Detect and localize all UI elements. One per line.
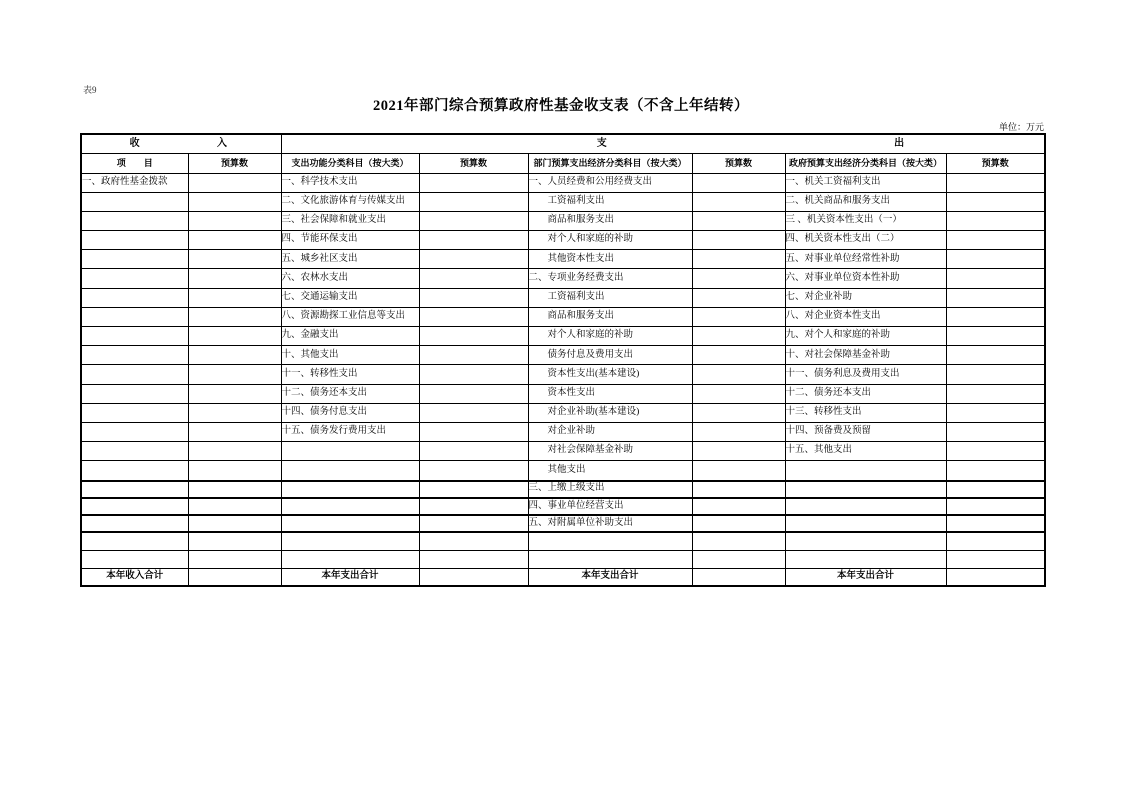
income-item-cell (81, 365, 188, 384)
gov-econ-budget-cell (946, 250, 1045, 269)
total-expenditure-value-1 (419, 569, 528, 586)
dept-econ-item-cell (528, 532, 692, 550)
income-item-cell (81, 461, 188, 481)
dept-econ-budget-cell (692, 550, 785, 568)
dept-econ-item-cell: 商品和服务支出 (528, 307, 692, 326)
income-budget-cell (188, 532, 281, 550)
function-item-cell (281, 481, 419, 498)
total-expenditure-value-3 (946, 569, 1045, 586)
budget-table (80, 133, 1046, 587)
function-item-cell (281, 550, 419, 568)
gov-econ-budget-cell (946, 269, 1045, 288)
gov-econ-item-cell: 十、对社会保障基金补助 (785, 346, 946, 365)
function-item-cell: 十二、债务还本支出 (281, 384, 419, 403)
gov-econ-budget-cell (946, 327, 1045, 346)
function-budget-cell (419, 307, 528, 326)
income-item-cell (81, 192, 188, 211)
income-item-cell: 一、政府性基金拨款 (81, 173, 188, 192)
gov-econ-budget-cell (946, 384, 1045, 403)
dept-econ-item-cell: 三、上缴上级支出 (528, 481, 692, 498)
gov-econ-budget-cell (946, 532, 1045, 550)
table-row (81, 384, 1045, 403)
income-budget-cell (188, 211, 281, 230)
gov-econ-budget-cell (946, 288, 1045, 307)
unit-note: 单位：万元 (998, 122, 1044, 132)
col-header-function-class: 支出功能分类科目（按大类） (281, 153, 419, 173)
dept-econ-item-cell: 一、人员经费和公用经费支出 (528, 173, 692, 192)
income-budget-cell (188, 231, 281, 250)
dept-econ-budget-cell (692, 250, 785, 269)
gov-econ-budget-cell (946, 307, 1045, 326)
dept-econ-item-cell: 工资福利支出 (528, 192, 692, 211)
dept-econ-item-cell: 对个人和家庭的补助 (528, 327, 692, 346)
dept-econ-item-cell: 四、事业单位经营支出 (528, 498, 692, 515)
dept-econ-item-cell: 债务付息及费用支出 (528, 346, 692, 365)
function-budget-cell (419, 422, 528, 441)
function-budget-cell (419, 532, 528, 550)
income-budget-cell (188, 422, 281, 441)
function-budget-cell (419, 231, 528, 250)
table-row (81, 250, 1045, 269)
table-row (81, 515, 1045, 532)
income-budget-cell (188, 498, 281, 515)
gov-econ-budget-cell (946, 498, 1045, 515)
col-header-income-budget: 预算数 (188, 153, 281, 173)
gov-econ-item-cell: 九、对个人和家庭的补助 (785, 327, 946, 346)
function-item-cell (281, 498, 419, 515)
sheet-number-label: 表9 (83, 85, 97, 95)
income-item-cell (81, 288, 188, 307)
total-expenditure-value-2 (692, 569, 785, 586)
income-budget-cell (188, 461, 281, 481)
income-item-cell (81, 231, 188, 250)
function-item-cell: 八、资源勘探工业信息等支出 (281, 307, 419, 326)
function-item-cell (281, 532, 419, 550)
gov-econ-budget-cell (946, 461, 1045, 481)
function-item-cell (281, 515, 419, 532)
dept-econ-budget-cell (692, 327, 785, 346)
income-item-cell (81, 515, 188, 532)
function-budget-cell (419, 346, 528, 365)
gov-econ-budget-cell (946, 515, 1045, 532)
dept-econ-item-cell: 对社会保障基金补助 (528, 442, 692, 461)
table-row (81, 346, 1045, 365)
total-income-value (188, 569, 281, 586)
dept-econ-item-cell: 其他资本性支出 (528, 250, 692, 269)
function-budget-cell (419, 550, 528, 568)
income-item-cell (81, 250, 188, 269)
function-budget-cell (419, 442, 528, 461)
table-row (81, 288, 1045, 307)
gov-econ-item-cell: 六、对事业单位资本性补助 (785, 269, 946, 288)
table-row (81, 192, 1045, 211)
income-item-cell (81, 422, 188, 441)
col-header-function-budget: 预算数 (419, 153, 528, 173)
table-row (81, 532, 1045, 550)
dept-econ-budget-cell (692, 231, 785, 250)
income-budget-cell (188, 346, 281, 365)
function-item-cell: 十、其他支出 (281, 346, 419, 365)
dept-econ-budget-cell (692, 403, 785, 422)
gov-econ-budget-cell (946, 403, 1045, 422)
function-budget-cell (419, 481, 528, 498)
function-budget-cell (419, 327, 528, 346)
table-row (81, 211, 1045, 230)
gov-econ-item-cell: 十一、债务利息及费用支出 (785, 365, 946, 384)
gov-econ-budget-cell (946, 422, 1045, 441)
section-header-row (81, 134, 1045, 153)
function-budget-cell (419, 173, 528, 192)
income-item-cell (81, 498, 188, 515)
gov-econ-budget-cell (946, 231, 1045, 250)
function-budget-cell (419, 288, 528, 307)
expenditure-header-char-2: 出 (894, 137, 905, 149)
income-item-cell (81, 403, 188, 422)
table-row (81, 307, 1045, 326)
function-budget-cell (419, 365, 528, 384)
dept-econ-budget-cell (692, 211, 785, 230)
income-budget-cell (188, 481, 281, 498)
table-row (81, 365, 1045, 384)
dept-econ-budget-cell (692, 173, 785, 192)
gov-econ-item-cell: 十二、债务还本支出 (785, 384, 946, 403)
function-item-cell: 五、城乡社区支出 (281, 250, 419, 269)
dept-econ-budget-cell (692, 269, 785, 288)
dept-econ-item-cell: 商品和服务支出 (528, 211, 692, 230)
total-expenditure-label-1: 本年支出合计 (281, 569, 419, 586)
income-budget-cell (188, 250, 281, 269)
function-item-cell: 三、社会保障和就业支出 (281, 211, 419, 230)
total-expenditure-label-2: 本年支出合计 (528, 569, 692, 586)
function-item-cell: 九、金融支出 (281, 327, 419, 346)
col-header-gov-econ-class: 政府预算支出经济分类科目（按大类） (785, 153, 946, 173)
gov-econ-budget-cell (946, 442, 1045, 461)
table-row (81, 422, 1045, 441)
income-item-cell (81, 327, 188, 346)
income-budget-cell (188, 288, 281, 307)
function-item-cell: 十四、债务付息支出 (281, 403, 419, 422)
dept-econ-item-cell: 对企业补助(基本建设) (528, 403, 692, 422)
gov-econ-budget-cell (946, 192, 1045, 211)
function-item-cell (281, 442, 419, 461)
function-item-cell: 七、交通运输支出 (281, 288, 419, 307)
function-item-cell: 十一、转移性支出 (281, 365, 419, 384)
dept-econ-budget-cell (692, 461, 785, 481)
dept-econ-item-cell: 对企业补助 (528, 422, 692, 441)
dept-econ-budget-cell (692, 481, 785, 498)
table-row (81, 461, 1045, 481)
col-header-income-item: 项 目 (81, 153, 188, 173)
income-item-cell (81, 269, 188, 288)
income-budget-cell (188, 327, 281, 346)
gov-econ-item-cell: 七、对企业补助 (785, 288, 946, 307)
dept-econ-budget-cell (692, 346, 785, 365)
gov-econ-item-cell: 五、对事业单位经常性补助 (785, 250, 946, 269)
gov-econ-budget-cell (946, 550, 1045, 568)
page-title: 2021年部门综合预算政府性基金收支表（不含上年结转） (373, 98, 749, 114)
gov-econ-budget-cell (946, 211, 1045, 230)
dept-econ-budget-cell (692, 365, 785, 384)
function-budget-cell (419, 384, 528, 403)
function-budget-cell (419, 250, 528, 269)
income-budget-cell (188, 192, 281, 211)
function-item-cell: 二、文化旅游体育与传媒支出 (281, 192, 419, 211)
income-header-char-2: 入 (216, 137, 227, 149)
gov-econ-item-cell: 十三、转移性支出 (785, 403, 946, 422)
dept-econ-item-cell (528, 550, 692, 568)
income-budget-cell (188, 515, 281, 532)
gov-econ-budget-cell (946, 173, 1045, 192)
dept-econ-item-cell: 对个人和家庭的补助 (528, 231, 692, 250)
function-budget-cell (419, 211, 528, 230)
function-item-cell (281, 461, 419, 481)
function-item-cell: 一、科学技术支出 (281, 173, 419, 192)
function-budget-cell (419, 269, 528, 288)
dept-econ-budget-cell (692, 192, 785, 211)
function-item-cell: 六、农林水支出 (281, 269, 419, 288)
dept-econ-item-cell: 资本性支出 (528, 384, 692, 403)
income-item-cell (81, 532, 188, 550)
gov-econ-item-cell: 十五、其他支出 (785, 442, 946, 461)
dept-econ-item-cell: 其他支出 (528, 461, 692, 481)
column-header-row (81, 153, 1045, 173)
gov-econ-item-cell (785, 550, 946, 568)
income-item-cell (81, 550, 188, 568)
income-item-cell (81, 384, 188, 403)
function-item-cell: 四、节能环保支出 (281, 231, 419, 250)
dept-econ-item-cell: 工资福利支出 (528, 288, 692, 307)
income-budget-cell (188, 442, 281, 461)
income-budget-cell (188, 307, 281, 326)
table-row (81, 403, 1045, 422)
col-header-dept-econ-class: 部门预算支出经济分类科目（按大类） (528, 153, 692, 173)
dept-econ-budget-cell (692, 498, 785, 515)
expenditure-section-header (281, 134, 1045, 153)
col-header-gov-econ-budget: 预算数 (946, 153, 1045, 173)
function-budget-cell (419, 498, 528, 515)
table-row (81, 173, 1045, 192)
col-header-dept-econ-budget: 预算数 (692, 153, 785, 173)
income-section-header (81, 134, 281, 153)
income-budget-cell (188, 269, 281, 288)
table-row (81, 550, 1045, 568)
gov-econ-budget-cell (946, 346, 1045, 365)
income-budget-cell (188, 384, 281, 403)
gov-econ-budget-cell (946, 365, 1045, 384)
table-row (81, 231, 1045, 250)
dept-econ-item-cell: 二、专项业务经费支出 (528, 269, 692, 288)
table-row (81, 481, 1045, 498)
function-item-cell: 十五、债务发行费用支出 (281, 422, 419, 441)
table-row (81, 442, 1045, 461)
table-row (81, 327, 1045, 346)
gov-econ-item-cell: 三 、机关资本性支出（一） (785, 211, 946, 230)
gov-econ-item-cell (785, 461, 946, 481)
gov-econ-item-cell: 二、机关商品和服务支出 (785, 192, 946, 211)
table-body (81, 173, 1045, 586)
function-budget-cell (419, 192, 528, 211)
income-item-cell (81, 346, 188, 365)
dept-econ-budget-cell (692, 515, 785, 532)
income-budget-cell (188, 403, 281, 422)
total-income-label: 本年收入合计 (81, 569, 188, 586)
dept-econ-budget-cell (692, 307, 785, 326)
gov-econ-item-cell (785, 532, 946, 550)
gov-econ-item-cell: 十四、预备费及预留 (785, 422, 946, 441)
dept-econ-budget-cell (692, 384, 785, 403)
income-budget-cell (188, 365, 281, 384)
income-item-cell (81, 211, 188, 230)
gov-econ-item-cell: 四、机关资本性支出（二） (785, 231, 946, 250)
gov-econ-item-cell (785, 515, 946, 532)
gov-econ-item-cell (785, 498, 946, 515)
dept-econ-budget-cell (692, 422, 785, 441)
total-row (81, 569, 1045, 586)
gov-econ-budget-cell (946, 481, 1045, 498)
gov-econ-item-cell: 一、机关工资福利支出 (785, 173, 946, 192)
dept-econ-item-cell: 五、对附属单位补助支出 (528, 515, 692, 532)
dept-econ-budget-cell (692, 288, 785, 307)
income-item-cell (81, 307, 188, 326)
dept-econ-budget-cell (692, 532, 785, 550)
total-expenditure-label-3: 本年支出合计 (785, 569, 946, 586)
function-budget-cell (419, 403, 528, 422)
income-item-cell (81, 442, 188, 461)
table-row (81, 269, 1045, 288)
expenditure-header-char-1: 支 (596, 137, 607, 149)
income-budget-cell (188, 173, 281, 192)
income-budget-cell (188, 550, 281, 568)
function-budget-cell (419, 515, 528, 532)
income-header-char-1: 收 (129, 137, 140, 149)
dept-econ-budget-cell (692, 442, 785, 461)
gov-econ-item-cell (785, 481, 946, 498)
table-row (81, 498, 1045, 515)
income-item-cell (81, 481, 188, 498)
function-budget-cell (419, 461, 528, 481)
gov-econ-item-cell: 八、对企业资本性支出 (785, 307, 946, 326)
dept-econ-item-cell: 资本性支出(基本建设) (528, 365, 692, 384)
